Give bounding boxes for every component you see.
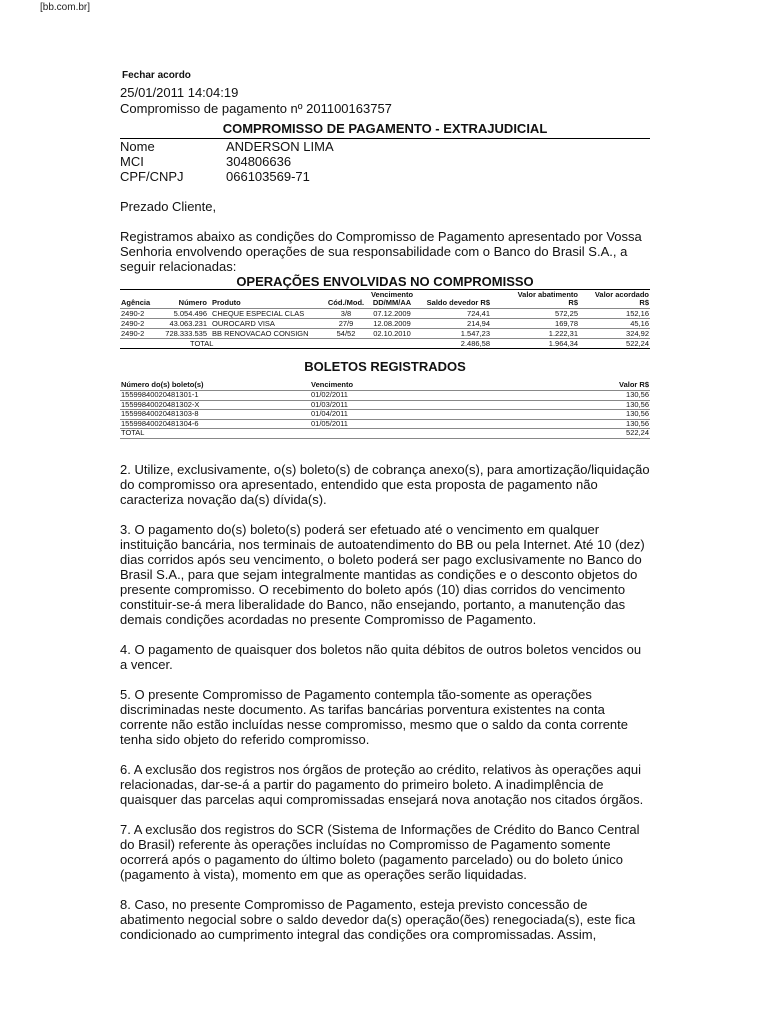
- table-row: 15599840020481303-8 01/04/2011 130,56: [121, 409, 649, 418]
- operations-title: OPERAÇÕES ENVOLVIDAS NO COMPROMISSO: [236, 274, 534, 289]
- col-numero: Número: [178, 298, 207, 307]
- table-row: 15599840020481302-X 01/03/2011 130,56: [121, 399, 649, 409]
- nome-label: Nome: [120, 139, 155, 154]
- nome-value: ANDERSON LIMA: [226, 139, 334, 154]
- cpf-label: CPF/CNPJ: [120, 169, 184, 184]
- operations-header-row: [120, 290, 650, 309]
- source-url-label: [bb.com.br]: [40, 2, 91, 13]
- boletos-title: BOLETOS REGISTRADOS: [304, 359, 466, 374]
- clause-5: 5. O presente Compromisso de Pagamento contempla tão-somente as operações discriminadas neste documento. As tarifas bancárias porventura existentes na conta corrente não estão incluídas nesse compromisso, mesmo que o saldo da conta corrente tenha sido objeto do referido compromisso.: [120, 686, 628, 747]
- col-acordado: Valor acordado R$: [594, 290, 649, 307]
- col-abatimento: Valor abatimento R$: [517, 290, 578, 307]
- col-agencia: Agência: [121, 298, 151, 307]
- operations-table: [120, 289, 650, 349]
- intro-text: Registramos abaixo as condições do Compromisso de Pagamento apresentado por Vossa Senhoria envolvendo operações de sua responsabilidade com o Banco do Brasil S.A., a seguir relacionadas:: [120, 229, 642, 274]
- boletos-table: [120, 379, 650, 439]
- table-row: 2490-2 5.054.496 CHEQUE ESPECIAL CLAS 3/8 07.12.2009 724,41 572,25 152,16: [121, 309, 649, 318]
- table-row: 2490-2 43.063.231 OUROCARD VISA 27/9 12.08.2009 214,94 169,78 45,16: [121, 319, 649, 328]
- clause-4: 4. O pagamento de quaisquer dos boletos não quita débitos de outros boletos vencidos ou a vencer.: [120, 641, 642, 672]
- mci-value: 304806636: [226, 154, 292, 169]
- client-info: [120, 139, 650, 184]
- col-cod: Cód./Mod.: [327, 298, 365, 307]
- clause-3: 3. O pagamento do(s) boleto(s) poderá ser efetuado até o vencimento em qualquer instituição bancária, nos terminais de autoatendimento do BB ou pela Internet. Até 10 (dez) dias corridos após seu vencimento, o boleto poderá ser pago exclusivamente no Banco do Brasil S.A., para que sejam integralmente mantidas as condições e o desconto objetos do presente compromisso. O recebimento do boleto após (10) dias corridos do vencimento constituir-se-á mera liberalidade do Banco, não ensejando, portanto, a manutenção das demais condições acordadas no presente Compromisso de Pagamento.: [120, 521, 645, 627]
- cpf-value: 066103569-71: [226, 169, 310, 184]
- boletos-header-row: [120, 379, 650, 391]
- clause-2: 2. Utilize, exclusivamente, o(s) boleto(s) de cobrança anexo(s), para amortização/liquidação do compromisso ora apresentado, entendido que esta proposta de pagamento não caracteriza novação da(s) dívida(s).: [120, 461, 650, 507]
- table-row: 15599840020481304-6 01/05/2011 130,56: [121, 418, 649, 428]
- clause-7: 7. A exclusão dos registros do SCR (Sistema de Informações de Crédito do Banco Central do Brasil) referente às operações incluídas no Compromisso de Pagamento somente ocorrerá após o pagamento do último boleto (pagamento parcelado) ou do boleto único (pagamento à vista), momento em que as operações serão liquidadas.: [120, 821, 640, 882]
- table-row: 2490-2 728.333.535 BB RENOVACAO CONSIGN 54/52 02.10.2010 1.547,23 1.222,31 324,92: [121, 329, 649, 338]
- table-row: 15599840020481301-1 01/02/2011 130,56: [121, 390, 649, 399]
- fechar-acordo-label: Fechar acordo: [122, 70, 191, 81]
- col-boleto-valor: Valor R$: [618, 380, 649, 389]
- clause-8: 8. Caso, no presente Compromisso de Pagamento, esteja previsto concessão de abatimento negocial sobre o saldo devedor da(s) operação(ões) renegociada(s), este fica condicionado ao cumprimento integral das condições ora compromissadas. Assim,: [120, 896, 636, 942]
- document-title: COMPROMISSO DE PAGAMENTO - EXTRAJUDICIAL: [120, 121, 650, 139]
- col-boleto-vencimento: Vencimento: [311, 380, 354, 389]
- col-produto: Produto: [212, 298, 241, 307]
- col-vencimento: Vencimento DD/MM/AA: [370, 290, 414, 307]
- mci-label: MCI: [120, 154, 144, 169]
- greeting: Prezado Cliente,: [120, 199, 217, 214]
- clause-6: 6. A exclusão dos registros nos órgãos de proteção ao crédito, relativos às operações aqui relacionadas, dar-se-á a partir do pagamento do primeiro boleto. A inadimplência de quaisquer das parcelas aqui compromissadas ensejará nova anotação nos citados órgãos.: [120, 761, 644, 807]
- col-saldo: Saldo devedor R$: [426, 298, 490, 307]
- datetime: 25/01/2011 14:04:19: [120, 85, 239, 100]
- document-page: [120, 70, 650, 942]
- operations-total-row: TOTAL 2.486,58 1.964,34 522,24: [120, 339, 650, 349]
- col-boleto-numero: Número do(s) boleto(s): [121, 380, 204, 389]
- boletos-total-row: TOTAL 522,24: [121, 428, 649, 437]
- compromisso-number: Compromisso de pagamento nº 201100163757: [120, 101, 392, 116]
